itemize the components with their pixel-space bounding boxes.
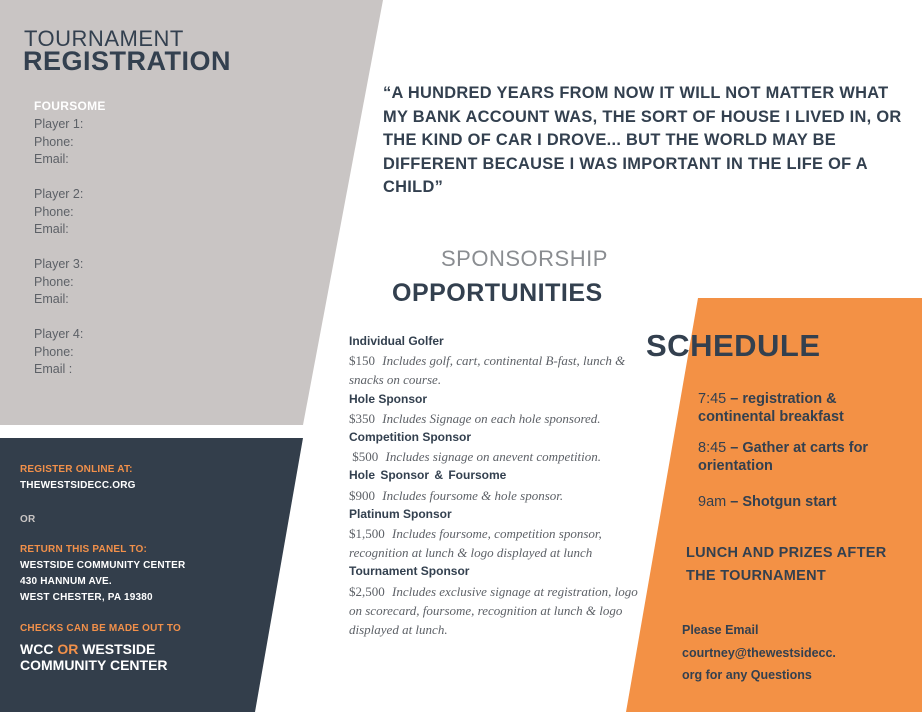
sponsor-item	[349, 466, 649, 504]
schedule-activity: – Gather at carts for orientation	[698, 440, 869, 474]
or-label: OR	[20, 514, 36, 525]
sponsor-item	[349, 390, 649, 428]
player-label[interactable]: Player 3:	[34, 257, 84, 271]
schedule-item	[698, 493, 898, 511]
sponsor-item	[349, 332, 649, 390]
email-label[interactable]: Email :	[34, 362, 73, 376]
payee-or: OR	[57, 641, 79, 657]
player-label[interactable]: Player 4:	[34, 327, 84, 341]
sponsor-price: $2,500	[349, 583, 385, 599]
sponsorship-title-small: SPONSORSHIP	[441, 246, 608, 271]
return-panel-label: RETURN THIS PANEL TO:	[20, 544, 147, 555]
email-line-1: Please Email	[682, 623, 759, 637]
sponsor-name: Hole Sponsor	[349, 391, 428, 406]
sponsor-name: Hole Sponsor & Foursome	[349, 468, 507, 483]
foursome-label: FOURSOME	[34, 99, 106, 113]
sponsor-description: Includes foursome & hole sponsor.	[382, 487, 564, 503]
payee-name	[20, 641, 168, 673]
player-label[interactable]: Player 1:	[34, 117, 84, 131]
address-line-3: WEST CHESTER, PA 19380	[20, 592, 153, 603]
schedule-item	[698, 439, 898, 475]
sponsor-name: Tournament Sponsor	[349, 564, 470, 579]
email-line-3: org for any Questions	[682, 668, 812, 682]
sponsor-description: Includes signage on anevent competition.	[385, 449, 602, 465]
schedule-item	[698, 390, 888, 426]
email-contact	[682, 619, 836, 687]
player-1-fields	[34, 116, 83, 169]
sponsor-price: $500	[352, 449, 379, 465]
quote-text: “A HUNDRED YEARS FROM NOW IT WILL NOT MATTER WHAT MY BANK ACCOUNT WAS, THE SORT OF HOUSE I LIVED IN, OR THE KIND OF CAR I DROVE... BUT THE WORLD MAY BE DIFFERENT BECAUSE I WAS IMPORTANT IN THE LIFE OF A CHILD”	[383, 84, 902, 196]
email-label[interactable]: Email:	[34, 152, 69, 166]
sponsor-name: Competition Sponsor	[349, 430, 471, 445]
schedule-activity: – Shotgun start	[730, 494, 837, 510]
sponsor-item	[349, 562, 649, 639]
sponsor-price: $150	[349, 353, 375, 369]
checks-label: CHECKS CAN BE MADE OUT TO	[20, 623, 181, 634]
email-label[interactable]: Email:	[34, 222, 69, 236]
payee-community-center: COMMUNITY CENTER	[20, 657, 168, 673]
player-2-fields	[34, 186, 83, 239]
address-line-1: WESTSIDE COMMUNITY CENTER	[20, 560, 186, 571]
sponsor-price: $900	[349, 487, 375, 503]
sponsorship-title: OPPORTUNITIES	[392, 279, 603, 307]
schedule-time: 9am	[698, 494, 727, 510]
email-label[interactable]: Email:	[34, 292, 69, 306]
player-4-fields	[34, 326, 83, 379]
sponsor-description: Includes golf, cart, continental B-fast, lunch & snacks on course.	[349, 353, 626, 388]
phone-label[interactable]: Phone:	[34, 344, 74, 359]
sponsor-description: Includes Signage on each hole sponsored.	[382, 410, 601, 426]
register-online-label: REGISTER ONLINE AT:	[20, 464, 133, 475]
website-link[interactable]: THEWESTSIDECC.ORG	[20, 480, 136, 491]
sponsor-item	[349, 428, 649, 466]
sponsor-description: Includes foursome, competition sponsor, recognition at lunch & logo displayed at lunch	[349, 526, 602, 561]
player-label[interactable]: Player 2:	[34, 187, 84, 201]
sponsor-name: Individual Golfer	[349, 334, 444, 348]
payee-westside: WESTSIDE	[78, 641, 156, 657]
schedule-time: 7:45	[698, 391, 727, 407]
sponsor-name: Platinum Sponsor	[349, 506, 452, 521]
sponsorship-list	[349, 332, 649, 639]
sponsor-price: $350	[349, 410, 375, 426]
phone-label[interactable]: Phone:	[34, 274, 74, 289]
sponsor-item	[349, 505, 649, 563]
lunch-and-prizes: LUNCH AND PRIZES AFTER THE TOURNAMENT	[686, 545, 887, 584]
address-line-2: 430 HANNUM AVE.	[20, 576, 112, 587]
email-address-link[interactable]: courtney@thewestsidecc.	[682, 645, 836, 660]
payee-wcc: WCC	[20, 641, 58, 657]
sponsor-price: $1,500	[349, 526, 385, 542]
sponsor-description: Includes exclusive signage at registration, logo on scorecard, foursome, recognition at lunch & logo displayed at lunch.	[349, 583, 638, 638]
registration-title: REGISTRATION	[23, 46, 231, 76]
player-3-fields	[34, 256, 83, 309]
phone-label[interactable]: Phone:	[34, 204, 74, 219]
phone-label[interactable]: Phone:	[34, 134, 74, 149]
registration-title-small: TOURNAMENT	[24, 26, 184, 51]
schedule-time: 8:45	[698, 440, 727, 456]
schedule-activity: – registration & continental breakfast	[698, 391, 844, 425]
schedule-title: SCHEDULE	[646, 328, 821, 363]
